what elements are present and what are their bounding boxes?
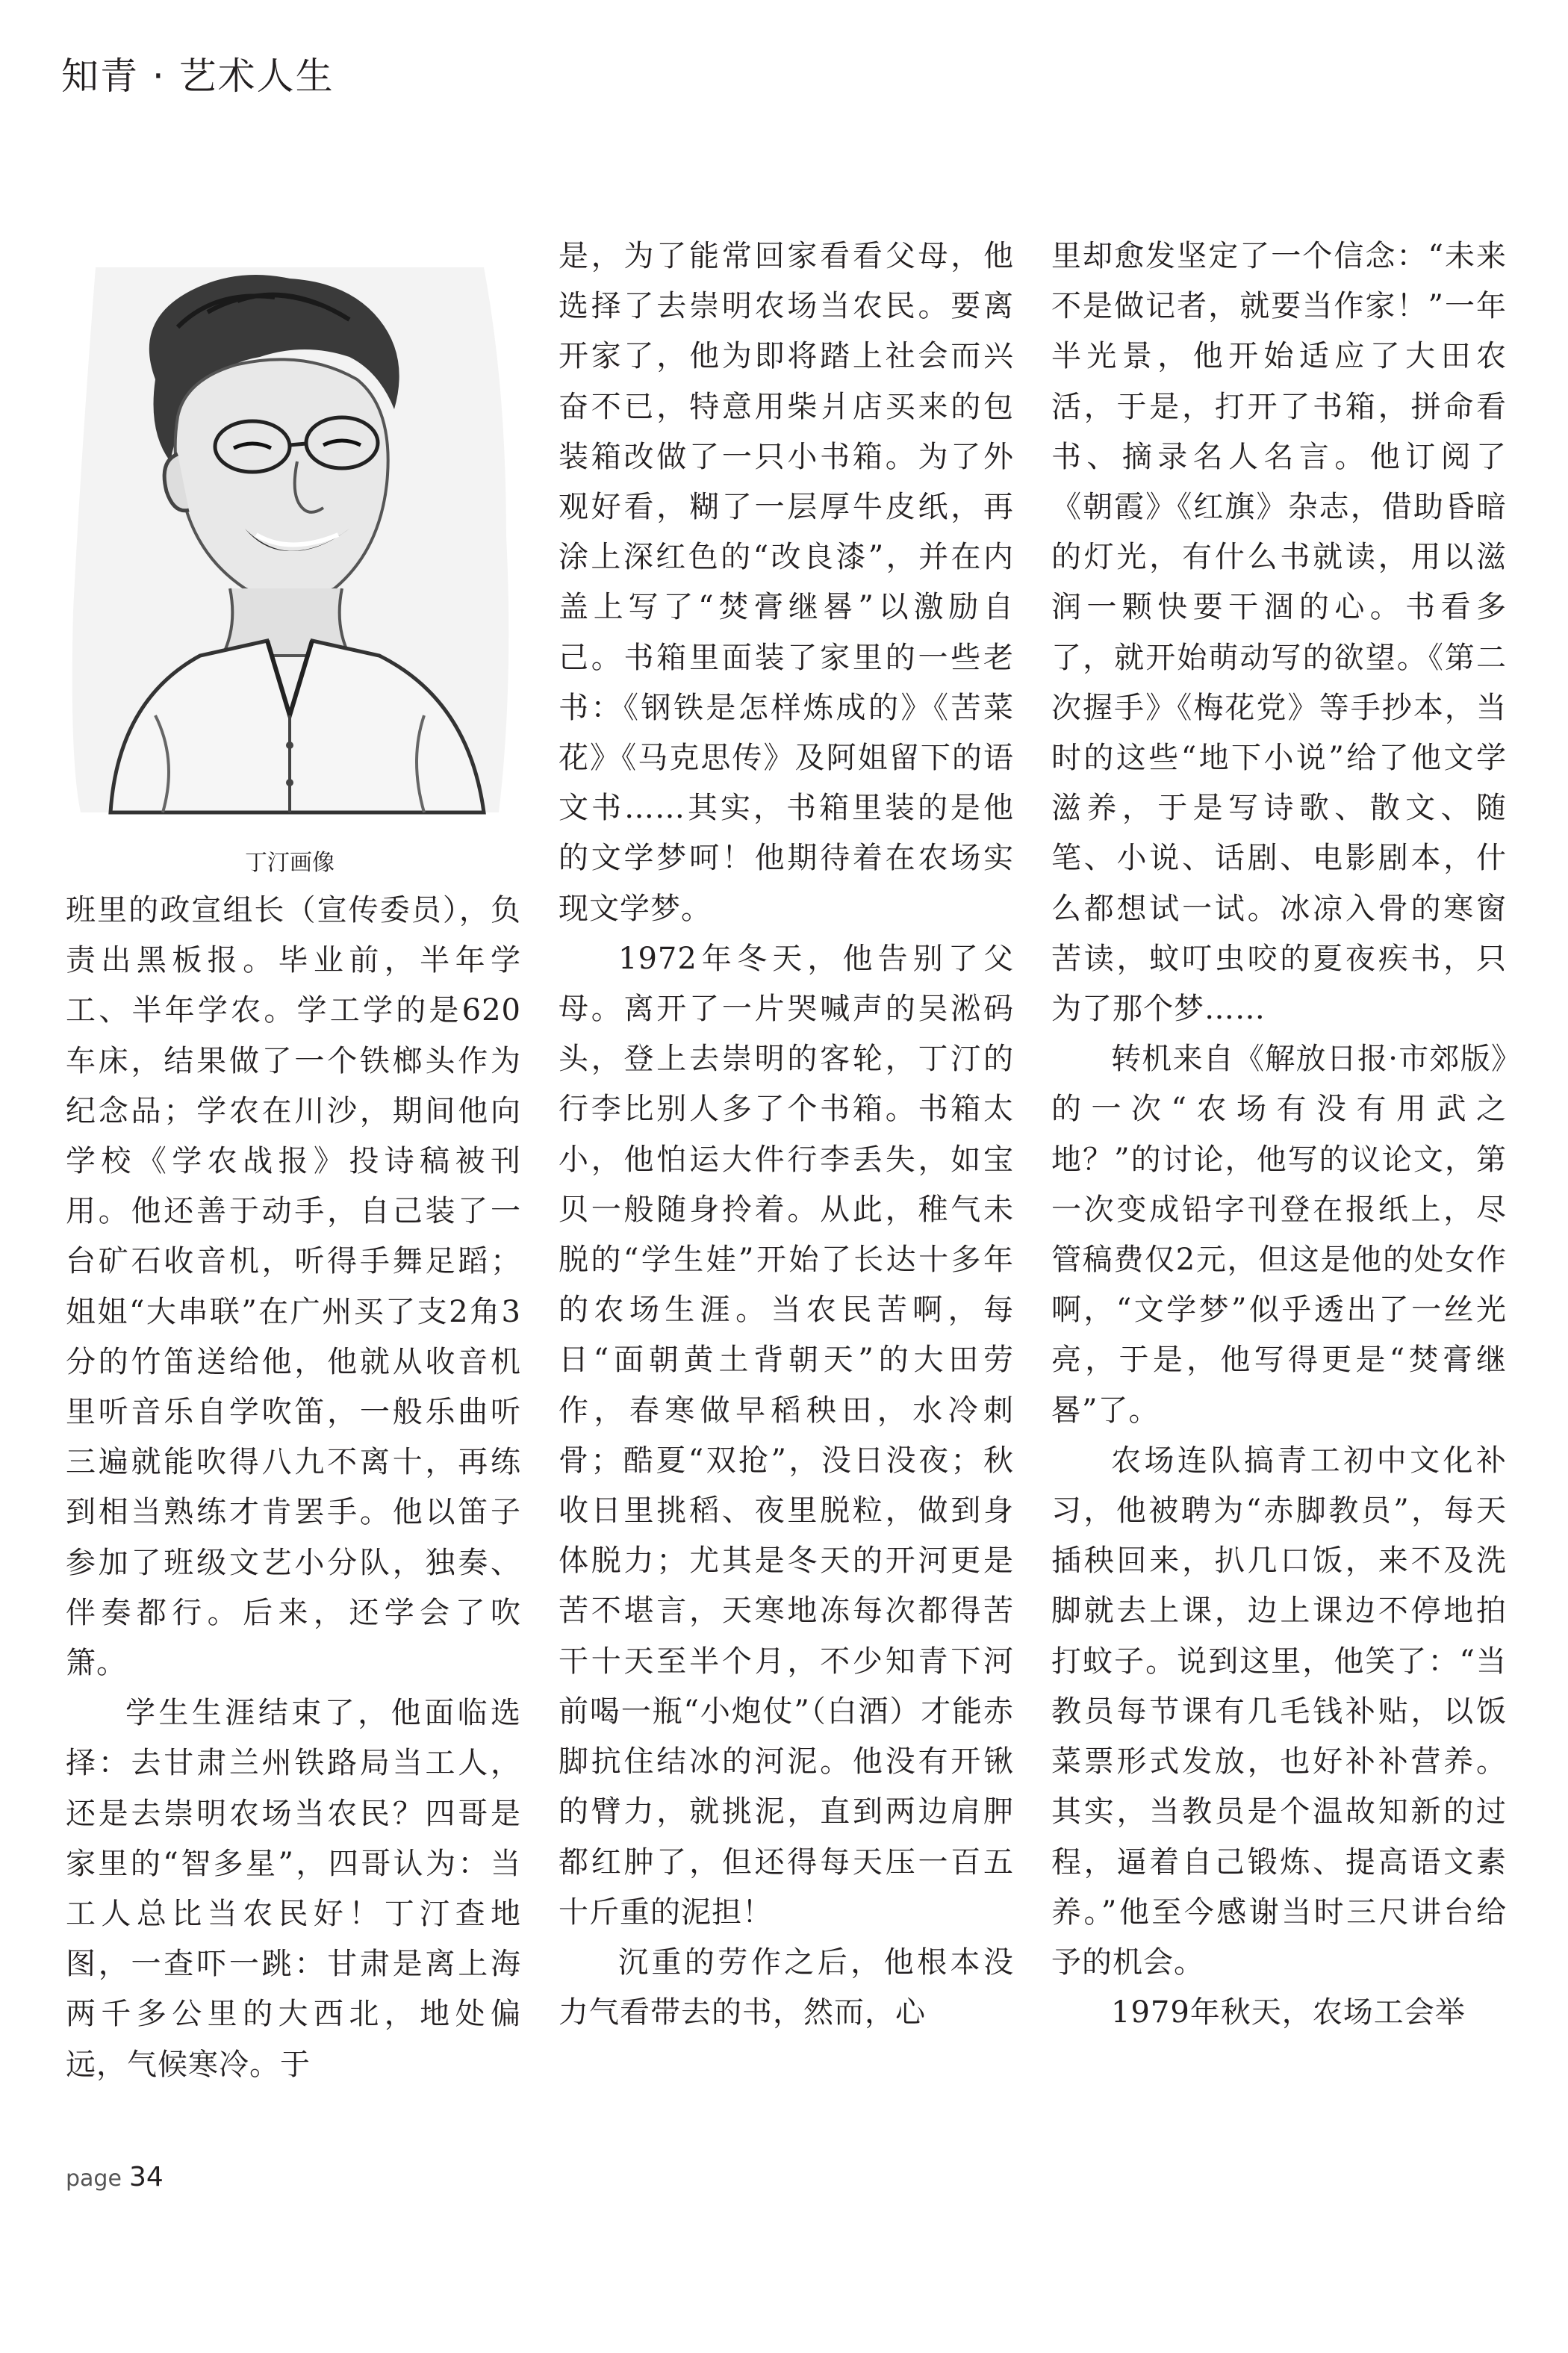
section-header: 知青 · 艺术人生	[61, 55, 335, 98]
paragraph: 沉重的劳作之后，他根本没力气看带去的书，然而，心	[559, 1945, 1014, 2030]
text-column-3	[1051, 231, 1507, 2038]
paragraph: 是，为了能常回家看看父母，他选择了去崇明农场当农民。要离开家了，他为即将踏上社会而兴奋不已，特意用柴爿店买来的包装箱改做了一只小书箱。为了外观好看，糊了一层厚牛皮纸，再涂上深红色的“改良漆”，并在内盖上写了“焚膏继晷”以激励自己。书箱里面装了家里的一些老书：《钢铁是怎样炼成的》《苦菜花》《马克思传》及阿姐留下的语文书……其实，书箱里装的是他的文学梦呵！他期待着在农场实现文学梦。	[559, 239, 1014, 926]
paragraph: 里却愈发坚定了一个信念：“未来不是做记者，就要当作家！”一年半光景，他开始适应了大田农活，于是，打开了书箱，拼命看书、摘录名人名言。他订阅了《朝霞》《红旗》杂志，借助昏暗的灯光，有什么书就读，用以滋润一颗快要干涸的心。书看多了，就开始萌动写的欲望。《第二次握手》《梅花党》等手抄本，当时的这些“地下小说”给了他文学滋养，于是写诗歌、散文、随笔、小说、话剧、电影剧本，什么都想试一试。冰凉入骨的寒窗苦读，蚊叮虫咬的夏夜疾书，只为了那个梦……	[1051, 239, 1507, 1027]
text-column-2	[559, 231, 1014, 2038]
page-footer	[66, 2162, 164, 2192]
paragraph: 1972年冬天，他告别了父母。离开了一片哭喊声的吴淞码头，登上去崇明的客轮，丁汀的行李比别人多了个书箱。书箱太小，他怕运大件行李丢失，如宝贝一般随身拎着。从此，稚气未脱的“学生娃”开始了长达十多年的农场生涯。当农民苦啊，每日“面朝黄土背朝天”的大田劳作，春寒做早稻秧田，水冷刺骨；酷夏“双抢”，没日没夜；秋收日里挑稻、夜里脱粒，做到身体脱力；尤其是冬天的开河更是苦不堪言，天寒地冻每次都得苦干十天至半个月，不少知青下河前喝一瓶“小炮仗”（白酒）才能赤脚抗住结冰的河泥。他没有开锹的臂力，就挑泥，直到两边肩胛都红肿了，但还得每天压一百五十斤重的泥担！	[559, 941, 1014, 1930]
text-column-1	[66, 886, 521, 2090]
portrait-caption: 丁汀画像	[245, 850, 335, 876]
paragraph: 班里的政宣组长（宣传委员），负责出黑板报。毕业前，半年学工、半年学农。学工学的是620车床，结果做了一个铁榔头作为纪念品；学农在川沙，期间他向学校《学农战报》投诗稿被刊用。他还善于动手，自己装了一台矿石收音机，听得手舞足蹈；姐姐“大串联”在广州买了支2角3分的竹笛送给他，他就从收音机里听音乐自学吹笛，一般乐曲听三遍就能吹得八九不离十，再练到相当熟练才肯罢手。他以笛子参加了班级文艺小分队，独奏、伴奏都行。后来，还学会了吹箫。	[66, 893, 521, 1681]
page-number: 34	[128, 2162, 164, 2192]
page-label: page	[66, 2166, 122, 2192]
paragraph: 1979年秋天，农场工会举	[1111, 1995, 1466, 2030]
portrait-illustration	[66, 237, 514, 820]
paragraph: 学生生涯结束了，他面临选择：去甘肃兰州铁路局当工人，还是去崇明农场当农民？四哥是家里的“智多星”，四哥认为：当工人总比当农民好！丁汀查地图，一查吓一跳：甘肃是离上海两千多公里的大西北，地处偏远，气候寒冷。于	[66, 1696, 521, 2082]
paragraph: 转机来自《解放日报·市郊版》的一次“农场有没有用武之地？”的讨论，他写的议论文，第一次变成铅字刊登在报纸上，尽管稿费仅2元，但这是他的处女作啊，“文学梦”似乎透出了一丝光亮，于是，他写得更是“焚膏继晷”了。	[1051, 1042, 1507, 1428]
paragraph: 农场连队搞青工初中文化补习，他被聘为“赤脚教员”，每天插秧回来，扒几口饭，来不及洗脚就去上课，边上课边不停地拍打蚊子。说到这里，他笑了：“当教员每节课有几毛钱补贴，以饭菜票形式发放，也好补补营养。其实，当教员是个温故知新的过程，逼着自己锻炼、提高语文素养。”他至今感谢当时三尺讲台给予的机会。	[1051, 1443, 1507, 1980]
